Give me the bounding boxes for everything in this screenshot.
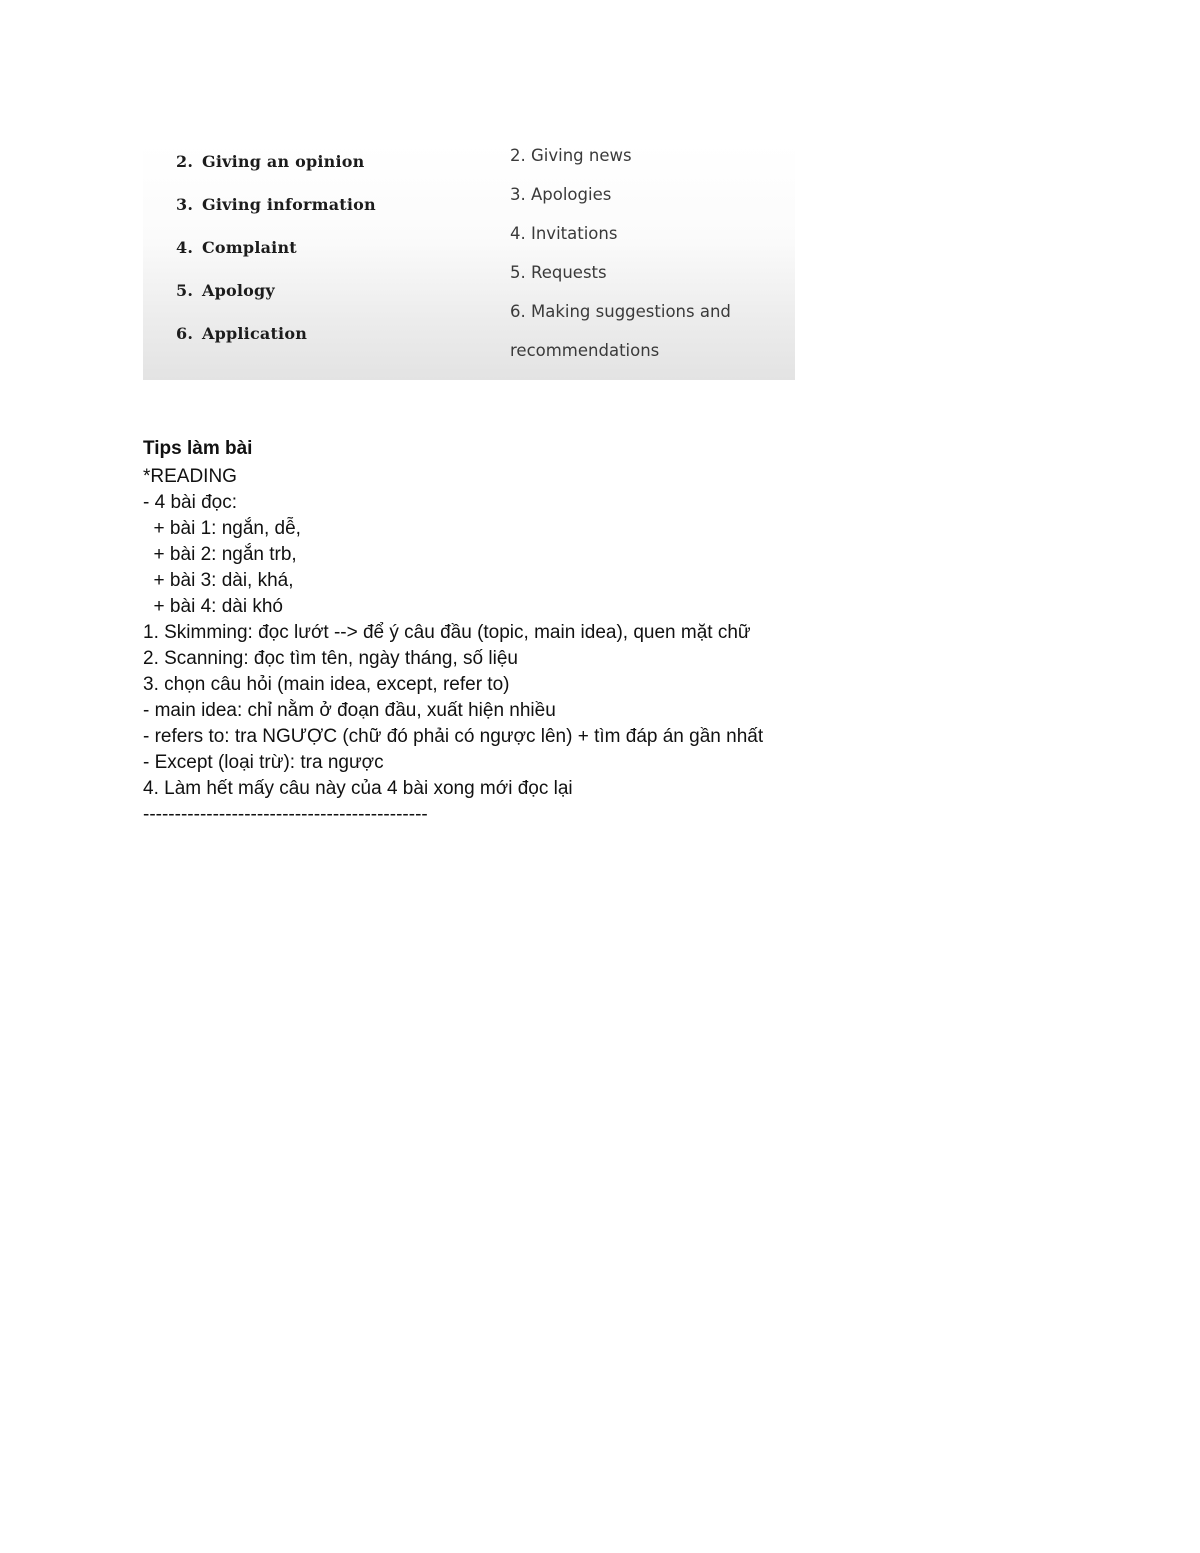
tips-notes <box>143 436 1043 828</box>
email-type-item: 5. Requests <box>510 263 607 282</box>
email-type-item: recommendations <box>510 341 660 360</box>
embedded-image <box>143 143 795 380</box>
letter-type-item: 5. Apology <box>176 281 275 300</box>
email-types-list <box>510 145 780 379</box>
email-type-item: 2. Giving news <box>510 146 632 165</box>
note-line: - main idea: chỉ nằm ở đoạn đầu, xuất hiện nhiều <box>143 700 556 721</box>
divider-line: --------------------------------------------- <box>143 804 428 825</box>
email-type-item: 3. Apologies <box>510 185 612 204</box>
note-line: 3. chọn câu hỏi (main idea, except, refer to) <box>143 674 510 695</box>
note-line: + bài 1: ngắn, dễ, <box>143 518 301 539</box>
note-line: - 4 bài đọc: <box>143 492 237 513</box>
note-line: 4. Làm hết mấy câu này của 4 bài xong mới đọc lại <box>143 778 573 799</box>
letter-type-item: 4. Complaint <box>176 238 297 257</box>
note-line: + bài 3: dài, khá, <box>143 570 294 591</box>
letter-type-item: 2. Giving an opinion <box>176 152 365 171</box>
note-line: + bài 2: ngắn trb, <box>143 544 297 565</box>
letter-type-item: 3. Giving information <box>176 195 376 214</box>
note-line: *READING <box>143 466 237 487</box>
letter-type-item: 6. Application <box>176 324 308 343</box>
note-line: 2. Scanning: đọc tìm tên, ngày tháng, số liệu <box>143 648 518 669</box>
note-line: - Except (loại trừ): tra ngược <box>143 752 384 773</box>
tips-heading: Tips làm bài <box>143 438 253 459</box>
letter-types-list <box>176 151 476 366</box>
note-line: + bài 4: dài khó <box>143 596 283 617</box>
note-line: - refers to: tra NGƯỢC (chữ đó phải có ngược lên) + tìm đáp án gần nhất <box>143 726 764 747</box>
email-type-item: 6. Making suggestions and <box>510 302 731 321</box>
email-type-item: 4. Invitations <box>510 224 618 243</box>
note-line: 1. Skimming: đọc lướt --> để ý câu đầu (topic, main idea), quen mặt chữ <box>143 622 751 643</box>
